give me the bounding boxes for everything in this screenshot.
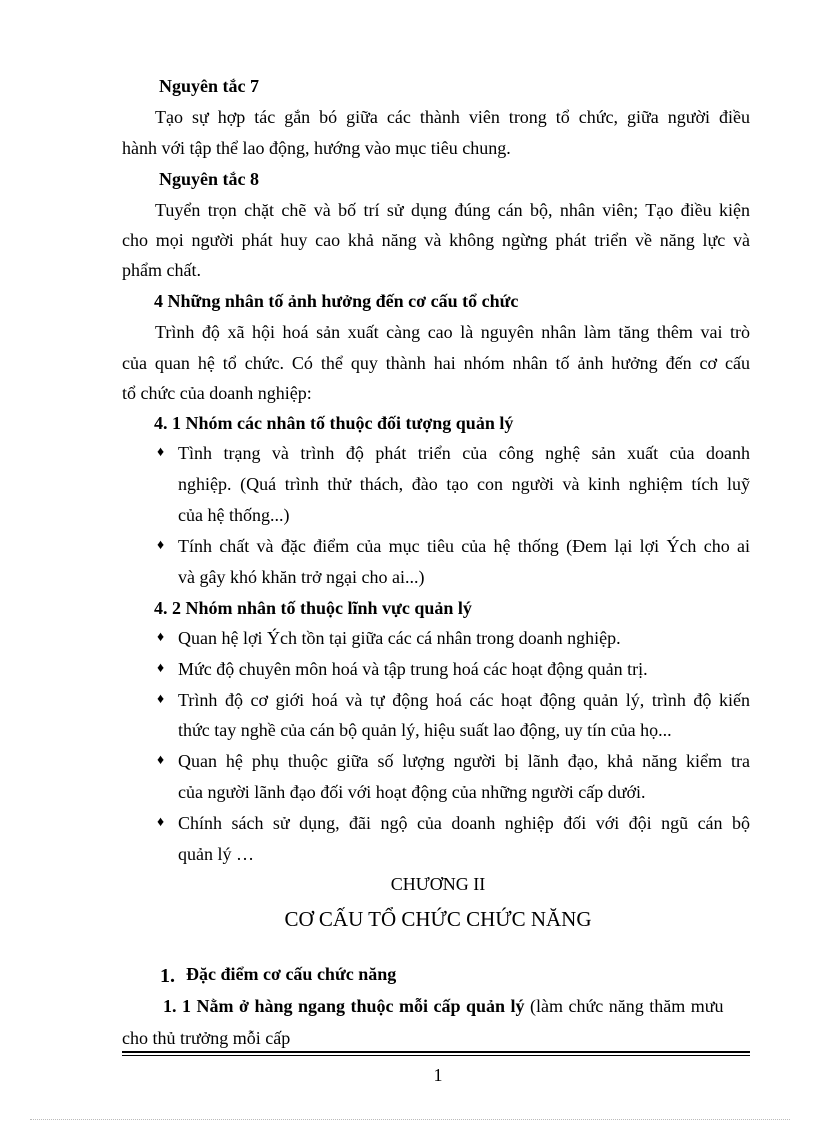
bullet-line: Quan hệ lợi Ých tồn tại giữa các cá nhân trong doanh nghiệp. [178, 628, 621, 648]
footer-rule [122, 1051, 750, 1053]
paragraph-line: cho mọi người phát huy cao khả năng và không ngừng phát triển về năng lực và [122, 230, 750, 250]
diamond-bullet-icon: ♦ [157, 753, 165, 768]
paragraph-line: Trình độ xã hội hoá sản xuất càng cao là nguyên nhân làm tăng thêm vai trò [155, 322, 750, 342]
diamond-bullet-icon: ♦ [157, 692, 165, 707]
bullet-line: và gây khó khăn trở ngại cho ai...) [178, 567, 425, 587]
section-1-heading: Đặc điểm cơ cấu chức năng [186, 964, 397, 984]
diamond-bullet-icon: ♦ [157, 445, 165, 460]
subsection-1-1-heading: 1. 1 Nằm ở hàng ngang thuộc mỗi cấp quản lý [163, 996, 525, 1016]
subsection-line [163, 995, 750, 1017]
bullet-line: Mức độ chuyên môn hoá và tập trung hoá các hoạt động quản trị. [178, 659, 648, 679]
paragraph-line: phẩm chất. [122, 260, 201, 280]
page-number: 1 [433, 1065, 443, 1085]
subsection-1-1-text: (làm chức năng thăm mưu [524, 996, 724, 1016]
paragraph-line: Tạo sự hợp tác gắn bó giữa các thành viên trong tổ chức, giữa người điều [155, 107, 750, 127]
diamond-bullet-icon: ♦ [157, 815, 165, 830]
principle-8-heading: Nguyên tắc 8 [159, 169, 259, 189]
paragraph-line: Tuyển trọn chặt chẽ và bố trí sử dụng đúng cán bộ, nhân viên; Tạo điều kiện [155, 200, 750, 220]
principle-7-heading: Nguyên tắc 7 [159, 76, 259, 96]
paragraph-line: cho thủ trưởng mỗi cấp [122, 1028, 291, 1048]
diamond-bullet-icon: ♦ [157, 661, 165, 676]
footer-rule [122, 1055, 750, 1056]
bullet-line: Tính chất và đặc điểm của mục tiêu của hệ thống (Đem lại lợi Ých cho ai [178, 536, 750, 556]
paragraph-line: của quan hệ tổ chức. Có thể quy thành hai nhóm nhân tố ảnh hưởng đến cơ cấu [122, 353, 750, 373]
diamond-bullet-icon: ♦ [157, 538, 165, 553]
bullet-line: Quan hệ phụ thuộc giữa số lượng người bị lãnh đạo, khả năng kiểm tra [178, 751, 750, 771]
diamond-bullet-icon: ♦ [157, 630, 165, 645]
bullet-line: Tình trạng và trình độ phát triển của công nghệ sản xuất của doanh [178, 443, 750, 463]
bullet-line: quản lý … [178, 844, 254, 864]
paragraph-line: tổ chức của doanh nghiệp: [122, 383, 312, 403]
section-4-heading: 4 Những nhân tố ảnh hưởng đến cơ cấu tổ chức [154, 291, 519, 311]
bullet-line: của người lãnh đạo đối với hoạt động của những người cấp dưới. [178, 782, 646, 802]
chapter-label: CHƯƠNG II [390, 874, 486, 894]
section-number: 1. [160, 965, 175, 987]
paragraph-line: hành với tập thể lao động, hướng vào mục tiêu chung. [122, 138, 511, 158]
chapter-title: CƠ CẤU TỔ CHỨC CHỨC NĂNG [284, 907, 592, 931]
bullet-line: của hệ thống...) [178, 505, 290, 525]
bullet-line: nghiệp. (Quá trình thử thách, đào tạo con người và kinh nghiệm tích luỹ [178, 474, 750, 494]
group-4-2-heading: 4. 2 Nhóm nhân tố thuộc lĩnh vực quản lý [154, 598, 472, 618]
bullet-line: Trình độ cơ giới hoá và tự động hoá các hoạt động quản lý, trình độ kiến [178, 690, 750, 710]
page-edge-divider [30, 1119, 790, 1120]
group-4-1-heading: 4. 1 Nhóm các nhân tố thuộc đối tượng quản lý [154, 413, 514, 433]
bullet-line: Chính sách sử dụng, đãi ngộ của doanh nghiệp đối với đội ngũ cán bộ [178, 813, 750, 833]
bullet-line: thức tay nghề của cán bộ quản lý, hiệu suất lao động, uy tín của họ... [178, 720, 672, 740]
